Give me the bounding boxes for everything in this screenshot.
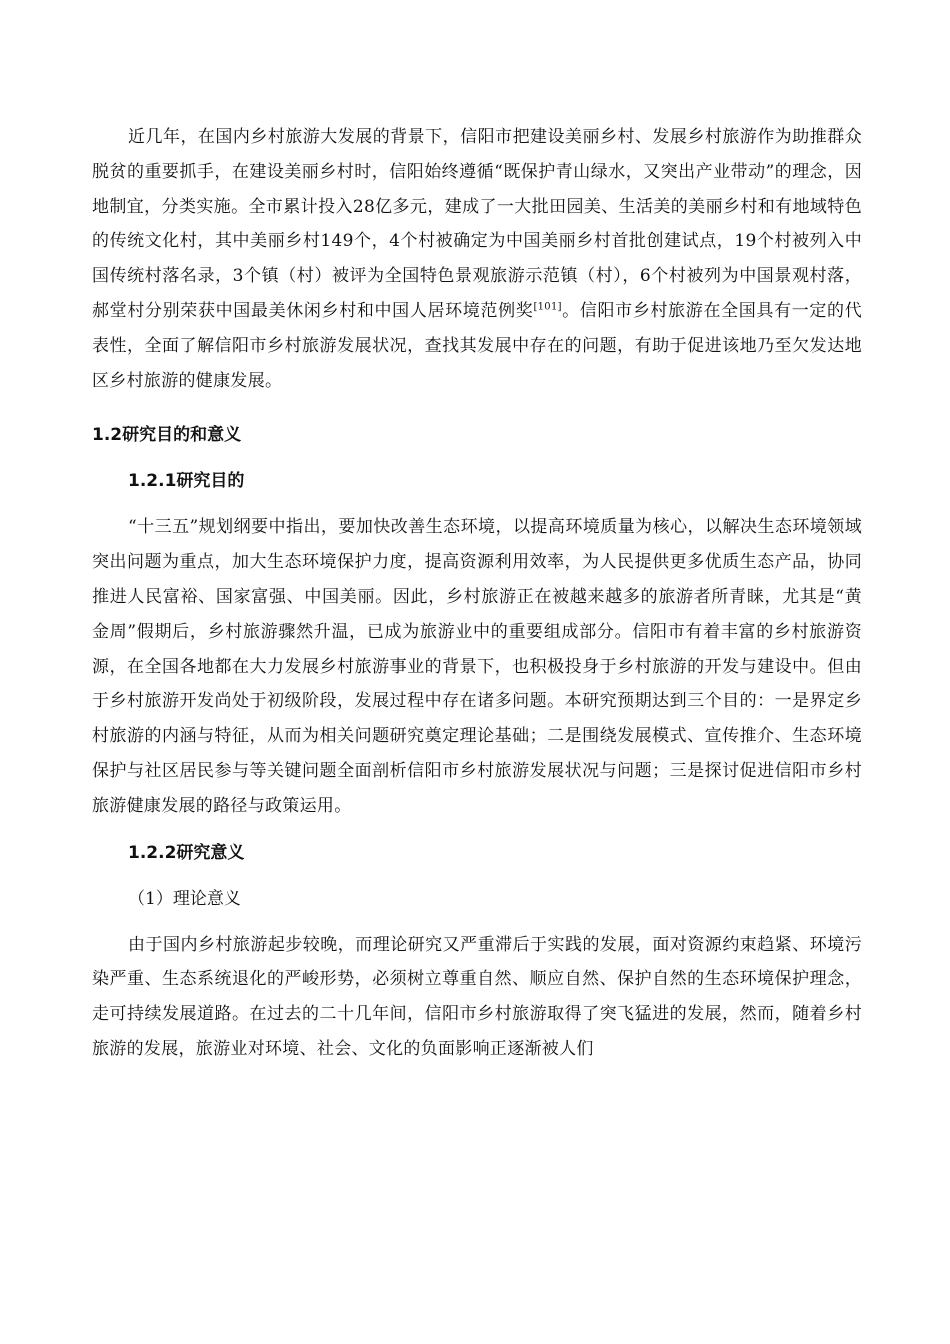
heading-theoretical-significance: （1）理论意义 <box>128 888 241 909</box>
paragraph-background-text-end: 。信阳市乡村旅游在全国具有一定的代表性，全面了解信阳市乡村旅游发展状况，查找其发展中存在的问题，有助于促进该地乃至欠发达地区乡村旅游的健康发展。 <box>92 300 862 391</box>
heading-1-2-2: 1.2.2研究意义 <box>128 842 245 863</box>
heading-1-2-1: 1.2.1研究目的 <box>128 471 245 492</box>
paragraph-theoretical-significance: 由于国内乡村旅游起步较晚，而理论研究又严重滞后于实践的发展，面对资源约束趋紧、环境污染严重、生态系统退化的严峻形势，必须树立尊重自然、顺应自然、保护自然的生态环境保护理念，走可持续发展道路。在过去的二十几年间，信阳市乡村旅游取得了突飞猛进的发展，然而，随着乡村旅游的发展，旅游业对环境、社会、文化的负面影响正逐渐被人们 <box>92 934 862 1059</box>
paragraph-background-text: 近几年，在国内乡村旅游大发展的背景下，信阳市把建设美丽乡村、发展乡村旅游作为助推群众脱贫的重要抓手，在建设美丽乡村时，信阳始终遵循“既保护青山绿水，又突出产业带动”的理念，因地制宜，分类实施。全市累计投入28亿多元，建成了一大批田园美、生活美的美丽乡村和有地域特色的传统文化村，其中美丽乡村149个，4个村被确定为中国美丽乡村首批创建试点，19个村被列入中国传统村落名录，3个镇（村）被评为全国特色景观旅游示范镇（村），6个村被列为中国景观村落，郝堂村分别荣获中国最美休闲乡村和中国人居环境范例奖 <box>92 127 862 321</box>
document-page <box>92 120 862 1067</box>
paragraph-research-purpose: “十三五”规划纲要中指出，要加快改善生态环境，以提高环境质量为核心，以解决生态环境领域突出问题为重点，加大生态环境保护力度，提高资源利用效率，为人民提供更多优质生态产品，协同推进人民富裕、国家富强、中国美丽。因此，乡村旅游正在被越来越多的旅游者所青睐，尤其是“黄金周”假期后，乡村旅游骤然升温，已成为旅游业中的重要组成部分。信阳市有着丰富的乡村旅游资源，在全国各地都在大力发展乡村旅游事业的背景下，也积极投身于乡村旅游的开发与建设中。但由于乡村旅游开发尚处于初级阶段，发展过程中存在诸多问题。本研究预期达到三个目的：一是界定乡村旅游的内涵与特征，从而为相关问题研究奠定理论基础；二是围绕发展模式、宣传推介、生态环境保护与社区居民参与等关键问题全面剖析信阳市乡村旅游发展状况与问题；三是探讨促进信阳市乡村旅游健康发展的路径与政策运用。 <box>92 517 862 816</box>
paragraph-background <box>92 120 862 398</box>
heading-1-2: 1.2研究目的和意义 <box>92 425 242 446</box>
citation-101: [101] <box>533 301 562 313</box>
